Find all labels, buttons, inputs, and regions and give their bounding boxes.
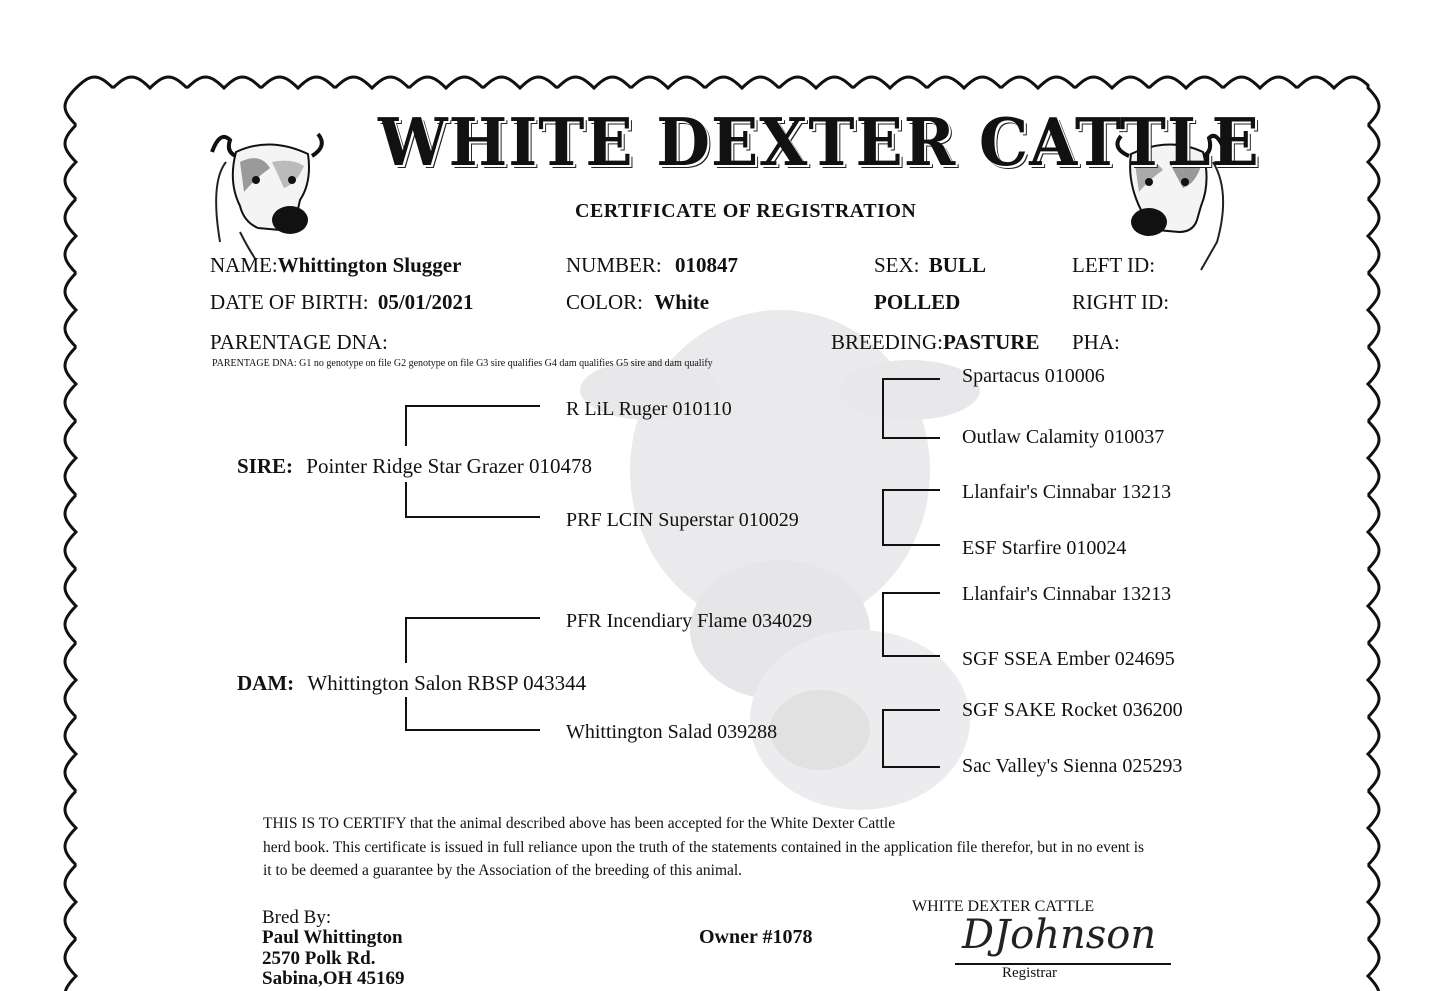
signature-line <box>955 963 1171 965</box>
sire-value: Pointer Ridge Star Grazer 010478 <box>306 454 593 478</box>
owner-number: Owner #1078 <box>699 926 813 948</box>
number-label: NUMBER: <box>566 253 662 277</box>
bracket-line <box>882 378 884 439</box>
bracket-line <box>882 544 940 546</box>
breeder-name: Paul Whittington <box>262 927 403 948</box>
bracket-line <box>405 617 407 663</box>
registrar-signature: DJohnson <box>962 912 1157 958</box>
cow-head-icon <box>200 122 335 262</box>
dam-dam: Whittington Salad 039288 <box>566 721 778 743</box>
breeding-field <box>831 330 1039 355</box>
color-field <box>566 290 709 315</box>
bracket-line <box>882 592 884 657</box>
bracket-line <box>882 592 940 594</box>
bracket-line <box>882 378 940 380</box>
bracket-line <box>405 405 407 446</box>
sire-dam: PRF LCIN Superstar 010029 <box>566 509 799 531</box>
pha-label: PHA: <box>1072 330 1120 354</box>
bracket-line <box>405 405 540 407</box>
color-label: COLOR: <box>566 290 644 314</box>
sire-field <box>237 454 592 479</box>
color-value: White <box>654 290 710 314</box>
bracket-line <box>405 729 540 731</box>
sex-value: BULL <box>928 253 986 277</box>
dam-value: Whittington Salon RBSP 043344 <box>307 671 587 695</box>
sire-sire: R LiL Ruger 010110 <box>566 398 732 420</box>
sex-label: SEX: <box>874 253 920 277</box>
bracket-line <box>405 516 540 518</box>
breeding-label: BREEDING: <box>831 330 943 354</box>
number-value: 010847 <box>674 253 738 277</box>
breeder-city: Sabina,OH 45169 <box>262 968 405 989</box>
registrar-label: Registrar <box>1002 965 1057 981</box>
bracket-line <box>882 709 940 711</box>
certification-line-2: herd book. This certificate is issued in full reliance upon the truth of the statements contained in the application file therefor, but in no event is <box>263 839 1145 856</box>
sire-sire-dam: Outlaw Calamity 010037 <box>962 426 1165 448</box>
dob-label: DATE OF BIRTH: <box>210 290 369 314</box>
certificate-subtitle: CERTIFICATE OF REGISTRATION <box>575 200 917 222</box>
bracket-line <box>882 489 884 546</box>
dam-dam-dam: Sac Valley's Sienna 025293 <box>962 755 1183 777</box>
sex-field <box>874 253 986 278</box>
dam-dam-sire: SGF SAKE Rocket 036200 <box>962 699 1183 721</box>
number-field <box>566 253 738 278</box>
certification-line-1: THIS IS TO CERTIFY that the animal described above has been accepted for the White Dexter Cattle <box>263 815 896 832</box>
breeding-value: PASTURE <box>943 330 1040 354</box>
certification-line-3: it to be deemed a guarantee by the Association of the breeding of this animal. <box>263 862 743 879</box>
dam-sire-sire: Llanfair's Cinnabar 13213 <box>962 583 1172 605</box>
bracket-line <box>882 437 940 439</box>
dam-field <box>237 671 586 696</box>
sire-dam-dam: ESF Starfire 010024 <box>962 537 1127 559</box>
dob-value: 05/01/2021 <box>377 290 474 314</box>
bracket-line <box>882 655 940 657</box>
right-id-label: RIGHT ID: <box>1072 290 1170 314</box>
dam-label: DAM: <box>237 671 295 695</box>
bracket-line <box>882 709 884 768</box>
bracket-line <box>882 489 940 491</box>
parentage-dna-label: PARENTAGE DNA: <box>210 330 388 354</box>
bred-by-label: Bred By: <box>262 907 332 928</box>
sire-sire-sire: Spartacus 010006 <box>962 365 1105 387</box>
name-field <box>210 253 461 278</box>
name-value: Whittington Slugger <box>277 253 462 277</box>
left-id-label: LEFT ID: <box>1072 253 1156 277</box>
bracket-line <box>405 617 540 619</box>
certificate-title: WHITE DEXTER CATTLE <box>378 104 1260 181</box>
sire-label: SIRE: <box>237 454 294 478</box>
dam-sire-dam: SGF SSEA Ember 024695 <box>962 648 1175 670</box>
dam-sire: PFR Incendiary Flame 034029 <box>566 610 813 632</box>
org-name: WHITE DEXTER CATTLE <box>912 898 1095 915</box>
bracket-line <box>882 766 940 768</box>
parentage-note: PARENTAGE DNA: G1 no genotype on file G2 genotype on file G3 sire qualifies G4 dam qualifies G5 sire and dam qualify <box>212 358 713 369</box>
polled-value: POLLED <box>874 290 961 314</box>
sire-dam-sire: Llanfair's Cinnabar 13213 <box>962 481 1172 503</box>
breeder-street: 2570 Polk Rd. <box>262 948 376 969</box>
bracket-line <box>405 697 407 731</box>
dob-field <box>210 290 474 315</box>
bracket-line <box>405 482 407 517</box>
name-label: NAME: <box>210 253 278 277</box>
